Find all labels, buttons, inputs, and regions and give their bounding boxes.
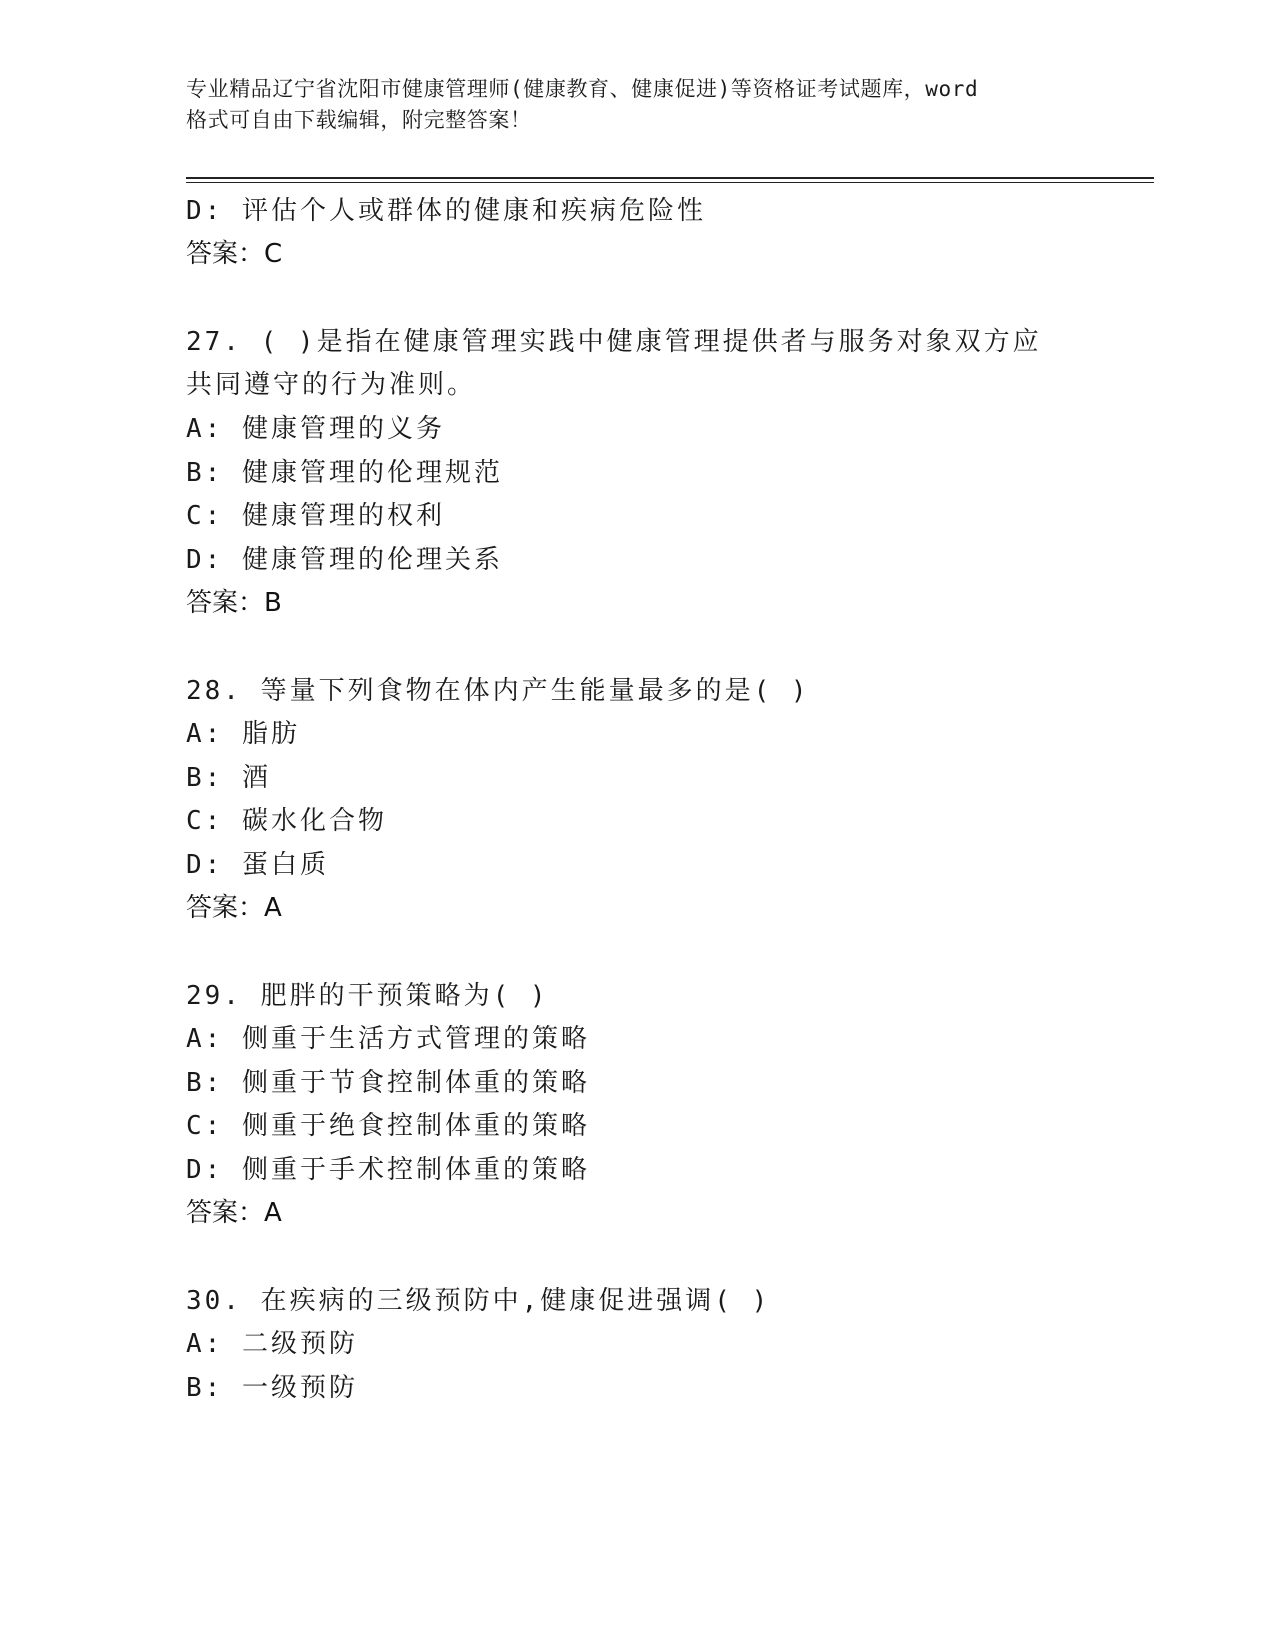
q27-option-a: A: 健康管理的义务 [186,414,445,444]
q27-option-b: B: 健康管理的伦理规范 [186,458,503,488]
header-divider [186,177,1154,179]
header-divider-thin [186,182,1154,183]
header-line-2: 格式可自由下载编辑，附完整答案！ [186,108,532,132]
q30-stem: 30. 在疾病的三级预防中,健康促进强调( ) [186,1286,771,1316]
document-header [186,74,1086,136]
q28-answer: 答案：A [186,893,282,923]
q28-option-a: A: 脂肪 [186,719,300,749]
q29-stem: 29. 肥胖的干预策略为( ) [186,981,549,1011]
prev-option-d: D: 评估个人或群体的健康和疾病危险性 [186,196,706,226]
q27-answer: 答案：B [186,588,282,618]
q28-stem: 28. 等量下列食物在体内产生能量最多的是( ) [186,676,810,706]
q30-option-b: B: 一级预防 [186,1373,358,1403]
q29-option-b: B: 侧重于节食控制体重的策略 [186,1068,590,1098]
q29-option-c: C: 侧重于绝食控制体重的策略 [186,1111,590,1141]
q28-option-d: D: 蛋白质 [186,850,329,880]
q29-answer: 答案：A [186,1198,282,1228]
q29-option-a: A: 侧重于生活方式管理的策略 [186,1024,590,1054]
q30-option-a: A: 二级预防 [186,1329,358,1359]
q27-stem-line-1: 27. ( )是指在健康管理实践中健康管理提供者与服务对象双方应 [186,327,1042,357]
prev-answer: 答案：C [186,239,283,269]
q27-stem-line-2: 共同遵守的行为准则。 [186,370,477,400]
header-line-1: 专业精品辽宁省沈阳市健康管理师(健康教育、健康促进)等资格证考试题库，word [186,77,979,101]
q29-option-d: D: 侧重于手术控制体重的策略 [186,1155,590,1185]
q28-option-b: B: 酒 [186,763,271,793]
q27-option-c: C: 健康管理的权利 [186,501,445,531]
q27-option-d: D: 健康管理的伦理关系 [186,545,503,575]
q28-option-c: C: 碳水化合物 [186,806,387,836]
